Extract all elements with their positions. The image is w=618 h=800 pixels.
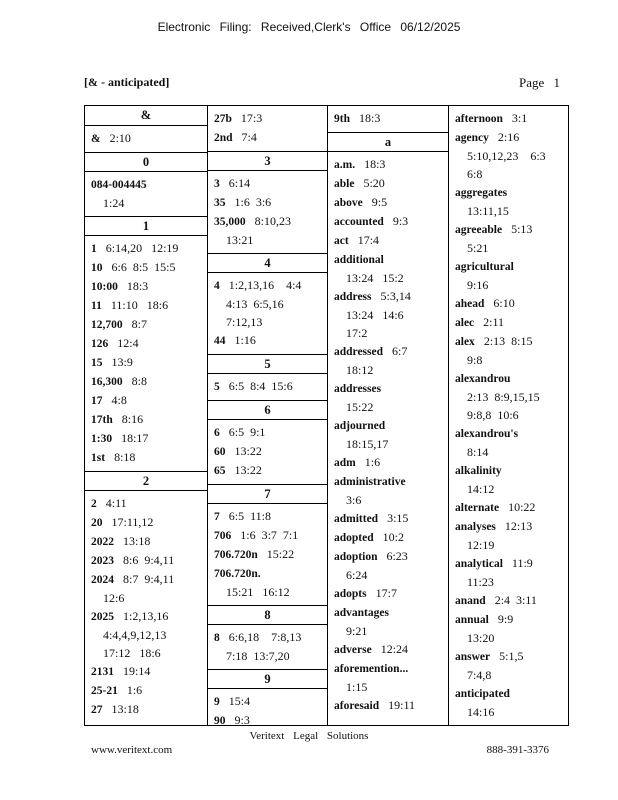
index-term: 20 — [91, 517, 103, 529]
index-term: adopts — [334, 588, 367, 600]
index-term: 15 — [91, 357, 103, 369]
page-line-refs: 6:14 — [228, 176, 251, 190]
page-line-refs: 12:4 — [117, 336, 139, 350]
section-entries — [208, 504, 327, 605]
page-line-refs: 14:12 — [467, 482, 495, 496]
index-entry — [334, 640, 442, 659]
index-term: aforesaid — [334, 700, 380, 712]
page-line-refs: 18:3 — [358, 111, 381, 125]
index-term: 12,700 — [91, 319, 123, 331]
index-term: 16,300 — [91, 376, 123, 388]
page-line-refs: 1:6 3:6 — [234, 195, 272, 209]
index-entry — [334, 453, 442, 472]
index-term: analyses — [455, 521, 496, 533]
section-heading: & — [85, 106, 207, 126]
index-entry — [455, 424, 562, 461]
index-entry — [455, 220, 562, 257]
page-line-refs: 12:19 — [467, 538, 495, 552]
page-line-refs: 6:24 — [346, 568, 368, 582]
page-line-refs: 7:12,13 — [226, 315, 263, 329]
index-entry — [214, 507, 321, 526]
index-entry — [334, 174, 442, 193]
index-entry — [214, 526, 321, 545]
page-line-refs: 6:7 — [392, 344, 408, 358]
page-line-refs: 13:18 — [111, 702, 139, 716]
index-term: alec — [455, 317, 475, 329]
index-term: adopted — [334, 532, 374, 544]
section-heading: 7 — [208, 484, 327, 504]
index-entry — [214, 628, 321, 665]
page-line-refs: 17:12 18:6 — [103, 646, 161, 660]
page-line-refs: 6:5 11:8 — [228, 509, 271, 523]
page-line-refs: 2:13 8:9,15,15 — [467, 390, 540, 404]
page-line-refs: 13:24 14:6 — [346, 308, 404, 322]
index-term: alexandrou's — [455, 428, 519, 440]
page-line-refs: 11:23 — [467, 575, 494, 589]
index-term: ahead — [455, 298, 485, 310]
index-term: address — [334, 291, 372, 303]
page-line-refs: 8:14 — [467, 445, 489, 459]
index-entry — [455, 109, 562, 128]
index-term: afternoon — [455, 113, 503, 125]
page-number: Page 1 — [518, 75, 560, 90]
index-entry — [91, 607, 201, 662]
index-entry — [91, 334, 201, 353]
page-line-refs: 1:16 — [234, 333, 256, 347]
index-entry — [214, 442, 321, 461]
index-term: & — [91, 133, 101, 145]
index-term: 10 — [91, 262, 103, 274]
index-term: 2nd — [214, 132, 233, 144]
index-entry — [334, 416, 442, 453]
page-line-refs: 8:6 9:4,11 — [123, 553, 175, 567]
section-heading: 1 — [85, 216, 207, 236]
index-entry — [455, 183, 562, 220]
word-index-grid — [84, 105, 569, 726]
index-entry — [334, 528, 442, 547]
page-line-refs: 13:22 — [234, 463, 262, 477]
page-line-refs: 5:10,12,23 6:3 — [467, 149, 546, 163]
index-term: 4 — [214, 280, 220, 292]
index-term: adverse — [334, 644, 372, 656]
page-line-refs: 12:13 — [504, 519, 533, 533]
index-entry — [455, 257, 562, 294]
index-entry — [214, 174, 321, 193]
index-entry — [214, 461, 321, 480]
section-entries — [208, 106, 327, 151]
index-entry — [334, 379, 442, 416]
page-line-refs: 6:8 — [467, 167, 483, 181]
index-term: 084-004445 — [91, 179, 147, 191]
index-entry — [455, 461, 562, 498]
index-term: alexandrou — [455, 373, 511, 385]
index-entry — [91, 315, 201, 334]
index-entry — [91, 239, 201, 258]
index-term: 6 — [214, 427, 220, 439]
page-line-refs: 17:4 — [357, 233, 380, 247]
page-line-refs: 11:10 18:6 — [110, 298, 169, 312]
page-line-refs: 9:16 — [467, 278, 489, 292]
page-line-refs: 2:11 — [483, 315, 505, 329]
page-line-refs: 9:9 — [497, 612, 514, 626]
index-term: alternate — [455, 502, 500, 514]
section-heading: 0 — [85, 152, 207, 172]
index-entry — [91, 353, 201, 372]
index-term: 25-21 — [91, 685, 118, 697]
index-entry — [455, 128, 562, 183]
index-term: 11 — [91, 300, 102, 312]
section-entries — [208, 171, 327, 253]
footer-phone: 888-391-3376 — [486, 744, 549, 756]
index-term: 8 — [214, 632, 220, 644]
index-entry — [91, 570, 201, 607]
index-entry — [334, 109, 442, 128]
index-entry — [214, 331, 321, 350]
page-line-refs: 2:4 3:11 — [494, 593, 537, 607]
page-line-refs: 2:16 — [497, 130, 520, 144]
index-entry — [214, 128, 321, 147]
index-entry — [214, 692, 321, 711]
index-entry — [455, 554, 562, 591]
index-term: addressed — [334, 346, 383, 358]
page-line-refs: 18:15,17 — [346, 437, 389, 451]
index-term: anand — [455, 595, 486, 607]
index-term: 2 — [91, 498, 97, 510]
index-term: accounted — [334, 216, 384, 228]
index-term: 27 — [91, 704, 103, 716]
index-term: agricultural — [455, 261, 514, 273]
footer-website: www.veritext.com — [91, 744, 173, 756]
filing-stamp: Electronic Filing: Received,Clerk's Office 06/12/2025 — [157, 20, 461, 34]
index-term: 1 — [91, 243, 97, 255]
index-term: administrative — [334, 476, 406, 488]
section-entries — [328, 152, 448, 719]
index-entry — [214, 545, 321, 564]
index-term: 65 — [214, 465, 226, 477]
index-term: 1:30 — [91, 433, 113, 445]
index-entry — [455, 517, 562, 554]
page-line-refs: 2:13 8:15 — [483, 334, 533, 348]
section-entries — [208, 420, 327, 484]
section-heading: 5 — [208, 354, 327, 374]
index-range: [& - anticipated] — [84, 75, 170, 89]
index-term: 2024 — [91, 574, 114, 586]
index-term: 17th — [91, 414, 113, 426]
index-entry — [91, 410, 201, 429]
page-line-refs: 1:24 — [103, 196, 125, 210]
index-entry — [214, 276, 321, 331]
index-term: 35,000 — [214, 216, 246, 228]
section-entries — [328, 106, 448, 132]
page-line-refs: 6:5 8:4 15:6 — [228, 379, 293, 393]
page-line-refs: 4:13 6:5,16 — [226, 297, 284, 311]
index-column-4 — [448, 106, 568, 725]
page-line-refs: 13:20 — [467, 631, 495, 645]
index-term: alex — [455, 336, 475, 348]
page-line-refs: 13:11,15 — [467, 204, 509, 218]
index-term: agency — [455, 132, 489, 144]
page-line-refs: 13:24 15:2 — [346, 271, 404, 285]
page-line-refs: 6:6 8:5 15:5 — [111, 260, 176, 274]
index-entry — [214, 423, 321, 442]
section-heading: 8 — [208, 605, 327, 625]
index-term: adoption — [334, 551, 378, 563]
index-term: a.m. — [334, 159, 356, 171]
page-line-refs: 5:13 — [511, 222, 533, 236]
page-line-refs: 3:6 — [346, 493, 362, 507]
index-entry — [334, 231, 442, 250]
index-term: adm — [334, 457, 356, 469]
page-line-refs: 8:8 — [131, 374, 147, 388]
index-entry — [334, 696, 442, 715]
index-term: 2025 — [91, 611, 114, 623]
section-heading: 9 — [208, 669, 327, 689]
index-entry — [91, 277, 201, 296]
page-line-refs: 9:8,8 10:6 — [467, 408, 519, 422]
page-line-refs: 8:18 — [114, 450, 136, 464]
section-entries — [208, 625, 327, 669]
index-entry — [91, 700, 201, 719]
page-line-refs: 1:2,13,16 4:4 — [228, 278, 302, 292]
page-line-refs: 4:11 — [105, 496, 127, 510]
index-term: addresses — [334, 383, 382, 395]
page-line-refs: 15:22 — [346, 400, 374, 414]
section-heading: 2 — [85, 471, 207, 491]
index-term: analytical — [455, 558, 503, 570]
index-entry — [91, 372, 201, 391]
index-entry — [334, 547, 442, 584]
page-line-refs: 18:12 — [346, 363, 374, 377]
index-entry — [334, 155, 442, 174]
index-entry — [91, 391, 201, 410]
page-line-refs: 8:16 — [121, 412, 144, 426]
index-term: 2022 — [91, 536, 114, 548]
index-entry — [91, 429, 201, 448]
index-entry — [334, 584, 442, 603]
page-line-refs: 13:21 — [226, 233, 254, 247]
page-line-refs: 4:4,4,9,12,13 — [103, 628, 167, 642]
index-entry — [214, 711, 321, 725]
index-term: 706.720n. — [214, 568, 261, 580]
page-line-refs: 9:21 — [346, 624, 368, 638]
index-entry — [455, 610, 562, 647]
index-entry — [91, 258, 201, 277]
section-heading: 4 — [208, 253, 327, 273]
section-heading: 3 — [208, 151, 327, 171]
index-entry — [334, 659, 442, 696]
page-line-refs: 6:23 — [386, 549, 408, 563]
index-term: answer — [455, 651, 491, 663]
index-entry — [214, 212, 321, 249]
index-term: above — [334, 197, 363, 209]
page-line-refs: 13:9 — [111, 355, 133, 369]
index-term: 5 — [214, 381, 220, 393]
index-entry — [334, 603, 442, 640]
page-line-refs: 19:14 — [123, 664, 151, 678]
index-term: aforemention... — [334, 663, 409, 675]
index-term: 27b — [214, 113, 232, 125]
index-column-1 — [85, 106, 207, 725]
index-entry — [334, 287, 442, 342]
index-term: 44 — [214, 335, 226, 347]
index-entry — [334, 193, 442, 212]
page-line-refs: 3:15 — [387, 511, 409, 525]
index-entry — [214, 109, 321, 128]
section-entries — [85, 126, 207, 152]
index-term: 2023 — [91, 555, 114, 567]
index-term: 3 — [214, 178, 220, 190]
section-entries — [85, 236, 207, 471]
index-term: 90 — [214, 715, 226, 725]
index-column-3 — [327, 106, 448, 725]
index-entry — [91, 175, 201, 212]
page-line-refs: 17:7 — [375, 586, 397, 600]
page-line-refs: 13:18 — [123, 534, 151, 548]
page-line-refs: 1:2,13,16 — [123, 609, 169, 623]
index-entry — [91, 296, 201, 315]
index-entry — [91, 494, 201, 513]
index-entry — [455, 684, 562, 721]
page-line-refs: 17:11,12 — [111, 515, 154, 529]
page-line-refs: 18:17 — [121, 431, 149, 445]
index-term: able — [334, 178, 355, 190]
section-entries — [208, 273, 327, 354]
index-entry — [214, 377, 321, 396]
section-entries — [449, 106, 568, 725]
page-line-refs: 19:11 — [388, 698, 416, 712]
page-line-refs: 15:21 16:12 — [226, 585, 290, 599]
index-term: aggregates — [455, 187, 508, 199]
index-term: 35 — [214, 197, 226, 209]
index-entry — [91, 681, 201, 700]
index-entry — [455, 647, 562, 684]
page-line-refs: 5:21 — [467, 241, 489, 255]
page-line-refs: 17:3 — [240, 111, 263, 125]
index-term: alkalinity — [455, 465, 502, 477]
index-term: act — [334, 235, 349, 247]
index-entry — [214, 564, 321, 601]
page-line-refs: 14:16 — [467, 705, 495, 719]
index-term: 9th — [334, 113, 350, 125]
page-line-refs: 7:4 — [241, 130, 257, 144]
index-entry — [455, 332, 562, 369]
index-entry — [91, 448, 201, 467]
section-entries — [85, 172, 207, 216]
section-heading: a — [328, 132, 448, 152]
page-line-refs: 2:10 — [109, 131, 131, 145]
page-line-refs: 11:9 — [511, 556, 533, 570]
index-term: 706.720n — [214, 549, 258, 561]
index-entry — [455, 498, 562, 517]
page-line-refs: 5:1,5 — [499, 649, 524, 663]
index-entry — [214, 193, 321, 212]
page-line-refs: 12:24 — [380, 642, 409, 656]
index-entry — [334, 509, 442, 528]
index-entry — [455, 369, 562, 424]
page-line-refs: 9:5 — [371, 195, 388, 209]
index-entry — [91, 129, 201, 148]
page-line-refs: 10:2 — [382, 530, 404, 544]
page-line-refs: 1:15 — [346, 680, 368, 694]
index-entry — [334, 472, 442, 509]
index-entry — [91, 662, 201, 681]
page-line-refs: 15:4 — [228, 694, 251, 708]
index-entry — [91, 513, 201, 532]
page-line-refs: 3:1 — [511, 111, 528, 125]
page-line-refs: 9:8 — [467, 353, 483, 367]
page-line-refs: 18:3 — [364, 157, 386, 171]
index-term: advantages — [334, 607, 389, 619]
page-line-refs: 10:22 — [508, 500, 536, 514]
page-line-refs: 5:20 — [363, 176, 385, 190]
page-line-refs: 8:7 — [131, 317, 147, 331]
index-term: admitted — [334, 513, 379, 525]
index-term: 10:00 — [91, 281, 118, 293]
index-column-2 — [207, 106, 327, 725]
page-line-refs: 8:10,23 — [254, 214, 291, 228]
page-line-refs: 6:10 — [493, 296, 515, 310]
page-line-refs: 15:22 — [266, 547, 295, 561]
footer-company: Veritext Legal Solutions — [249, 730, 369, 742]
page-line-refs: 1:6 — [364, 455, 381, 469]
page-line-refs: 7:4,8 — [467, 668, 492, 682]
page-line-refs: 17:2 — [346, 326, 368, 340]
page-line-refs: 6:14,20 12:19 — [105, 241, 179, 255]
section-entries — [208, 689, 327, 725]
section-heading: 6 — [208, 400, 327, 420]
index-term: 7 — [214, 511, 220, 523]
index-term: 17 — [91, 395, 103, 407]
section-entries — [208, 374, 327, 400]
index-entry — [334, 212, 442, 231]
index-entry — [455, 294, 562, 313]
index-entry — [455, 591, 562, 610]
index-term: 706 — [214, 530, 232, 542]
section-entries — [85, 491, 207, 723]
index-term: 9 — [214, 696, 220, 708]
page-line-refs: 12:6 — [103, 591, 125, 605]
page-line-refs: 13:22 — [234, 444, 262, 458]
index-term: annual — [455, 614, 489, 626]
index-entry — [91, 532, 201, 551]
page-line-refs: 18:3 — [126, 279, 149, 293]
page-line-refs: 8:7 9:4,11 — [123, 572, 175, 586]
index-entry — [91, 551, 201, 570]
page-line-refs: 1:6 3:7 7:1 — [240, 528, 299, 542]
index-term: 60 — [214, 446, 226, 458]
page-line-refs: 6:5 9:1 — [228, 425, 266, 439]
index-term: adjourned — [334, 420, 386, 432]
page-line-refs: 9:3 — [234, 713, 250, 725]
page-line-refs: 7:18 13:7,20 — [226, 649, 290, 663]
page-line-refs: 1:6 — [126, 683, 143, 697]
index-term: anticipated — [455, 688, 510, 700]
page-line-refs: 4:8 — [111, 393, 127, 407]
index-term: 1st — [91, 452, 106, 464]
index-entry — [334, 250, 442, 287]
page-line-refs: 5:3,14 — [380, 289, 411, 303]
page-line-refs: 9:3 — [392, 214, 409, 228]
index-entry — [334, 342, 442, 379]
index-term: 2131 — [91, 666, 114, 678]
index-entry — [455, 313, 562, 332]
index-term: 126 — [91, 338, 109, 350]
index-term: additional — [334, 254, 384, 266]
index-term: agreeable — [455, 224, 503, 236]
page-line-refs: 6:6,18 7:8,13 — [228, 630, 302, 644]
